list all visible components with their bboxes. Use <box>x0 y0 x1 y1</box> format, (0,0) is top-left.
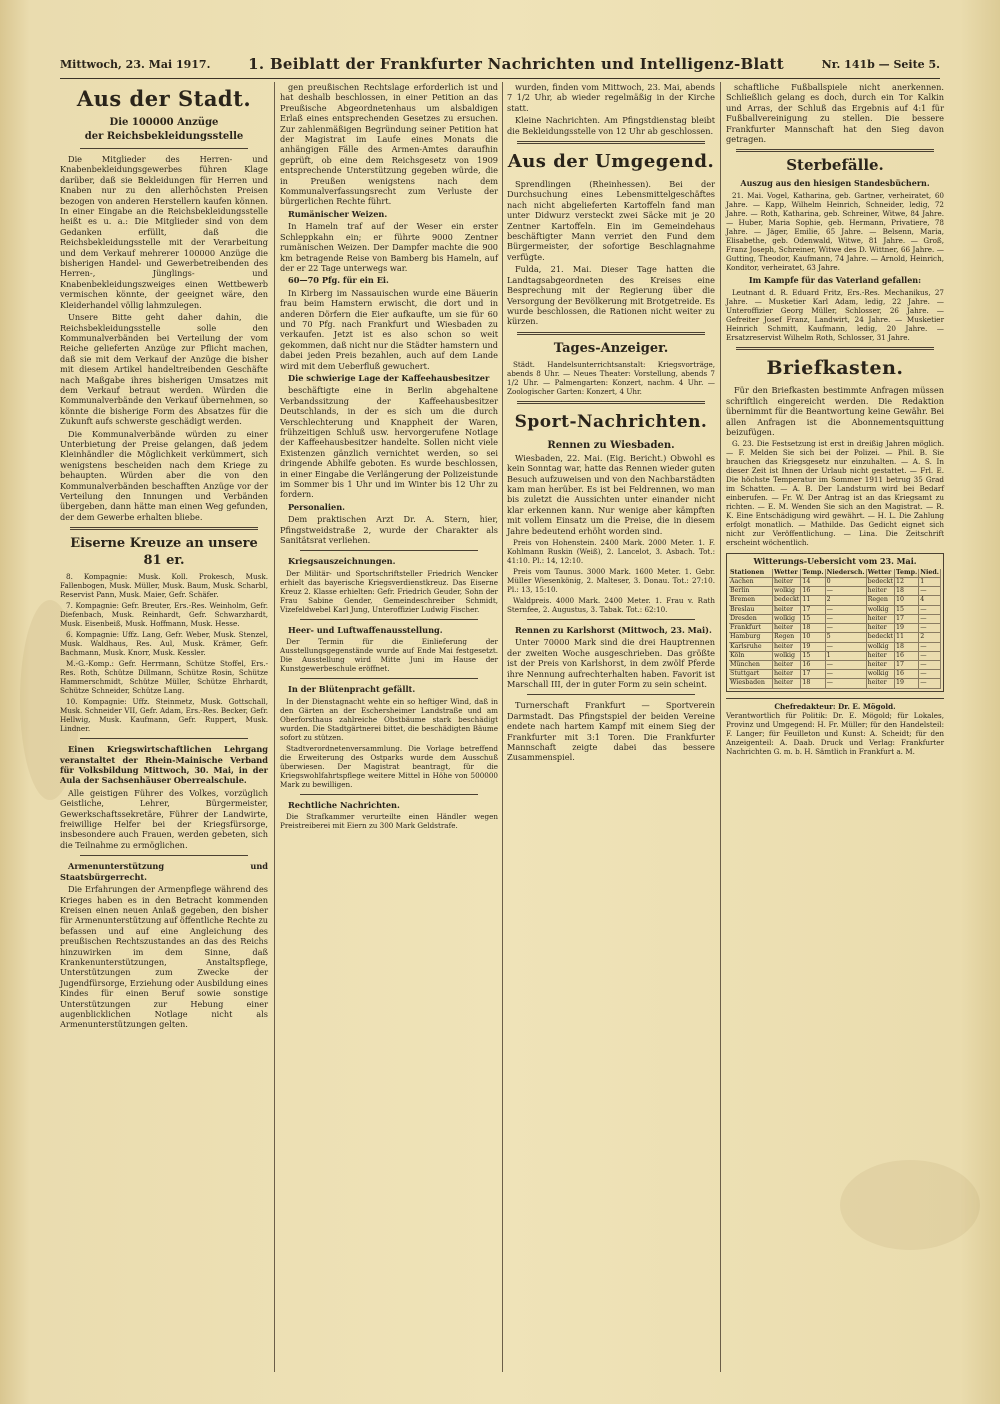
weather-cell: heiter <box>773 606 801 615</box>
weather-cell: 12 <box>895 578 919 587</box>
weather-cell: — <box>919 624 941 633</box>
weather-grid <box>729 569 941 689</box>
article-paragraph: Turnerschaft Frankfurt — Sportverein Darmstadt. Das Pfingstspiel der beiden Vereine endete nach hartem Kampf mit einem Sieg der Frankfurter mit 3:1 Toren. Die Frankfurter Mannschaft zeigte dabei das bessere Zusammenspiel. <box>507 700 715 763</box>
divider <box>527 694 695 695</box>
masthead-issue: Nr. 141b — Seite 5. <box>821 57 940 71</box>
weather-cell: 1 <box>919 578 941 587</box>
weather-cell: 19 <box>895 624 919 633</box>
article-paragraph: Stadtverordnetenversammlung. Die Vorlage betreffend die Erweiterung des Ostparks wurde dem Ausschuß überwiesen. Der Magistrat beantragt, für die Kriegswohlfahrtspflege weitere Mittel in Höhe von 500000 Mark zu bewilligen. <box>280 743 498 789</box>
weather-cell: wolkig <box>773 615 801 624</box>
weather-cell: 4 <box>919 596 941 605</box>
weather-cell: Berlin <box>729 587 773 596</box>
weather-cell: wolkig <box>867 643 895 652</box>
weather-cell: — <box>826 643 867 652</box>
weather-cell: 0 <box>826 578 867 587</box>
article-lead: 60—70 Pfg. für ein Ei. <box>288 275 389 286</box>
award-list: 10. Kompagnie: Uffz. Steinmetz, Musk. Gottschall, Musk. Schneider VII, Gefr. Adam, Ers.-Res. Becker, Gefr. Hellwig, Musk. Kaufmann, Gefr. Ruppert, Musk. Lindner. <box>60 697 268 734</box>
weather-cell: 5 <box>826 633 867 642</box>
section-heading-events: Tages-Anzeiger. <box>553 340 669 356</box>
weather-cell: Wiesbaden <box>729 679 773 688</box>
weather-cell: 11 <box>801 596 825 605</box>
weather-header-cell: Nied. <box>919 569 941 578</box>
fallen-subtitle: Im Kampfe für das Vaterland gefallen: <box>748 275 922 286</box>
column-4 <box>726 82 944 1382</box>
divider <box>517 332 705 335</box>
weather-cell: heiter <box>867 624 895 633</box>
article-lead: Armenunterstützung und Staatsbürgerrecht. <box>60 861 268 882</box>
weather-cell: 17 <box>895 615 919 624</box>
article-paragraph: Alle geistigen Führer des Volkes, vorzüglich Geistliche, Lehrer, Bürgermeister, Gewerkschaftssekretäre, Führer der Landwirte, freiwillige Helfer bei der Kriegsfürsorge, insbesondere auch Frauen, werden gebeten, sich die Teilnahme zu ermöglichen. <box>60 787 268 850</box>
column-divider <box>720 82 721 1372</box>
weather-header-cell: Wetter <box>867 569 895 578</box>
award-list: 6. Kompagnie: Uffz. Lang, Gefr. Weber, Musk. Stenzel, Musk. Waldhaus, Res. Aul, Musk. Krämer, Gefr. Bachmann, Musk. Knorr, Musk. Kessler. <box>60 630 268 658</box>
article-lead: Rechtliche Nachrichten. <box>288 799 400 810</box>
imprint <box>726 698 944 756</box>
weather-cell: 18 <box>801 624 825 633</box>
weather-cell: — <box>826 587 867 596</box>
weather-cell: 19 <box>801 643 825 652</box>
weather-cell: Breslau <box>729 606 773 615</box>
article-paragraph: Wiesbaden, 22. Mai. (Eig. Bericht.) Obwohl es kein Sonntag war, hatte das Rennen wieder guten Besuch aufzuweisen und von den Nachbarstädten kam man herüber. Es ist bei Feldrennen, wo man bis zuletzt die Aussichten unter einander nicht klar erkennen kann. Nur wenige aber kämpften mit vollem Einsatz um die Preise, die in diesem Jahre bedeutend erhöht worden sind. <box>507 452 715 536</box>
article-paragraph: beschäftigte eine in Berlin abgehaltene Verbandssitzung der Kaffeehausbesitzer Deutschlands, in der es sich um die durch Verschlechterung und Knappheit der Waren, frühzeitigen Schluß usw. hervorgerufene Notlage der Kaffeehausbesitzer handelte. Sollen nicht viele Existenzen gänzlich vernichtet werden, so sei dringende Abhilfe geboten. Es wurde beschlossen, in einer Eingabe die Verlängerung der Polizeistunde im Sommer bis 1 Uhr und im Winter bis 12 Uhr zu fordern. <box>280 385 498 500</box>
section-heading-region: Aus der Umgegend. <box>507 151 715 173</box>
weather-cell: 18 <box>895 587 919 596</box>
weather-cell: Stuttgart <box>729 670 773 679</box>
weather-cell: 15 <box>801 615 825 624</box>
article-paragraph: gen preußischen Rechtslage erforderlich ist und hat deshalb beschlossen, in einer Petition an das Preußische Abgeordnetenhaus um alsbaldigen Erlaß eines entsprechenden Gesetzes zu ersuchen. Zur zahlenmäßigen Begründung seiner Petition hat der Magistrat im Laufe eines Monats die anhängigen Fälle des Armen-Amtes daraufhin geprüft, ob eine dem Reichsgesetz von 1909 entsprechende Unterstützung gegeben würde, die in Preußen wenigstens nach dem Kommunalverfassungsrecht zum Verluste der bürgerlichen Rechte führt. <box>280 82 498 207</box>
weather-title: Witterungs-Uebersicht vom 23. Mai. <box>753 556 917 567</box>
weather-cell: wolkig <box>773 587 801 596</box>
deaths-subtitle: Auszug aus den hiesigen Standesbüchern. <box>740 178 930 189</box>
column-divider <box>274 82 275 1372</box>
article-paragraph: Der Militär- und Sportschriftsteller Friedrich Wencker erhielt das bayerische Kriegsverdienstkreuz. Das Eiserne Kreuz 2. Klasse erhielten: Gefr. Friedrich Geuder, Sohn der Frau Sabine Gender, Gemeindeschreiber Schmidt, Vizefeldwebel Karl Jung, Unteroffizier Ludwig Fischer. <box>280 568 498 614</box>
section-heading-deaths: Sterbefälle. <box>786 156 884 175</box>
weather-cell: 17 <box>801 606 825 615</box>
race-result: Waldpreis. 4000 Mark. 2400 Meter. 1. Frau v. Rath Sternfee, 2. Augustus, 3. Tabak. Tot.: 62:10. <box>507 595 715 614</box>
weather-cell: 17 <box>801 670 825 679</box>
weather-cell: heiter <box>867 661 895 670</box>
weather-header-cell: Temp. <box>801 569 825 578</box>
weather-cell: — <box>919 587 941 596</box>
divider <box>80 738 248 739</box>
award-list: 8. Kompagnie: Musk. Koll. Prokesch, Musk. Fallenbogen, Musk. Müller, Musk. Baum, Musk. Scharbl, Reservist Pann, Musk. Maier, Gefr. Schäfer. <box>60 572 268 600</box>
weather-table <box>726 553 944 691</box>
divider <box>300 794 478 795</box>
weather-cell: 16 <box>801 661 825 670</box>
article-title: Rennen zu Wiesbaden. <box>547 439 675 451</box>
deaths-list: 21. Mai. Vogel, Katharina, geb. Gartner, verheiratet, 60 Jahre. — Kapp, Wilhelm Heinrich, Schneider, ledig, 72 Jahre. — Roth, Katharina, geb. Schreiner, Witwe, 84 Jahre. — Huber, Maria Sophie, geb. Hermann, Privatiere, 78 Jahre. — Jäger, Emilie, 65 Jahre. — Belsenn, Maria, Elisabethe, geb. Odenwald, Witwe, 81 Jahre. — Groß, Franz Joseph, Schreiner, Witwe des D. Wittner, 66 Jahre. — Gutting, Theodor, Kaufmann, 74 Jahre. — Arnold, Heinrich, Konditor, verheiratet, 63 Jahre. <box>726 191 944 273</box>
article-paragraph: Unter 70000 Mark sind die drei Hauptrennen der zweiten Woche ausgeschrieben. Das größte ist der Preis von Karlshorst, in dem zwölf Pferde ihre Nennung aufrechterhalten haben. Favorit ist Marschall III, der in guter Form zu sein scheint. <box>507 637 715 689</box>
divider <box>527 619 695 620</box>
article-lead: Rumänischer Weizen. <box>288 208 388 219</box>
imprint-title: Chefredakteur: Dr. E. Mögold. <box>774 701 896 711</box>
race-result: Preis von Hohenstein. 2400 Mark. 2000 Meter. 1. F. Kohlmann Ruskin (Weiß), 2. Lancelot, 3. Asbach. Tot.: 41:10. Pl.: 14, 12:10. <box>507 537 715 565</box>
weather-cell: Karlsruhe <box>729 643 773 652</box>
weather-cell: 15 <box>895 606 919 615</box>
weather-cell: Regen <box>867 596 895 605</box>
weather-cell: Frankfurt <box>729 624 773 633</box>
section-heading-sport: Sport-Nachrichten. <box>514 411 708 432</box>
weather-cell: bedeckt <box>773 596 801 605</box>
weather-cell: 15 <box>801 652 825 661</box>
weather-cell: 10 <box>895 596 919 605</box>
section-heading-local: Aus der Stadt. <box>76 86 252 111</box>
column-3 <box>507 82 715 1382</box>
article-title: Eiserne Kreuze an unsere 81 er. <box>70 536 258 569</box>
article-paragraph: Kleine Nachrichten. Am Pfingstdienstag bleibt die Bekleidungsstelle von 12 Uhr ab geschlossen. <box>507 115 715 136</box>
weather-cell: heiter <box>867 587 895 596</box>
weather-cell: heiter <box>773 643 801 652</box>
fallen-list: Leutnant d. R. Eduard Fritz, Ers.-Res. Mechanikus, 27 Jahre. — Musketier Karl Adam, ledig, 22 Jahre. — Unteroffizier Georg Müller, Schlosser, 26 Jahre. — Gefreiter Josef Franz, Landwirt, 24 Jahre. — Musketier Heinrich Schmitt, Kaufmann, ledig, 20 Jahre. — Ersatzreservist Wilhelm Roth, Schlosser, 31 Jahre. <box>726 288 944 343</box>
article-paragraph: Sprendlingen (Rheinhessen). Bei der Durchsuchung eines Lebensmittelgeschäftes nach nicht abgelieferten Kartoffeln fand man unter Didwurz versteckt zwei Säcke mit je 20 Zentner Kartoffeln. Ein im Gemeindehaus beschäftigter Mann verriet den Fund dem Bürgermeister, der sofortige Beschlagnahme verfügte. <box>507 179 715 262</box>
weather-header-cell: Wetter <box>773 569 801 578</box>
article-lead: Einen Kriegswirtschaftlichen Lehrgang veranstaltet der Rhein-Mainische Verband für Volksbildung Mittwoch, 30. Mai, in der Aula der Sachsenhäuser Oberrealschule. <box>60 744 268 786</box>
article-lead: In der Blütenpracht gefällt. <box>288 684 416 695</box>
weather-cell: — <box>826 661 867 670</box>
article-paragraph: In der Dienstagnacht wehte ein so heftiger Wind, daß in den Gärten an der Eschersheimer Landstraße und am Oberforsthaus zahlreiche Obstbäume stark beschädigt wurden. Die Stadtgärtnerei bittet, die beschädigten Bäume sofort zu stützen. <box>280 696 498 742</box>
weather-cell: — <box>919 643 941 652</box>
weather-cell: wolkig <box>867 670 895 679</box>
masthead-title: 1. Beiblatt der Frankfurter Nachrichten und Intelligenz-Blatt <box>248 55 784 73</box>
weather-cell: — <box>826 679 867 688</box>
article-paragraph: Unsere Bitte geht daher dahin, die Reichsbekleidungsstelle solle den Kommunalverbänden bei Verteilung der vom Reiche gelieferten Anzüge zur Pflicht machen, daß sie mit dem Verkauf der Anzüge die bisher mit diesem Artikel handeltreibenden Geschäfte nach Maßgabe ihres bisherigen Umsatzes mit dem Verkauf betraut werden. Würden die Kommunalverbände den Verkauf übernehmen, so könnte die bisherige Form des Absatzes für die Zukunft aufs schwerste geschädigt werden. <box>60 312 268 427</box>
weather-cell: 18 <box>801 679 825 688</box>
article-lead: Heer- und Luftwaffenausstellung. <box>288 624 443 635</box>
article-paragraph: Städt. Handelsunterrichtsanstalt: Kriegsvorträge, abends 8 Uhr. — Neues Theater: Vorstellung, abends 7 1/2 Uhr. — Palmengarten: Konzert, nachm. 4 Uhr. — Zoologischer Garten: Konzert, 4 Uhr. <box>507 359 715 396</box>
weather-cell: — <box>826 606 867 615</box>
weather-cell: — <box>919 679 941 688</box>
article-paragraph: In Kirberg im Nassauischen wurde eine Bäuerin frau beim Hamstern erwischt, die dort und in anderen Dörfern die Eier aufkaufte, um sie für 60 und 70 Pfg. nach Frankfurt und Wiesbaden zu verkaufen. Jetzt ist es also schon so weit gekommen, daß nicht nur die Städter hamstern und dabei jeden Preis bezahlen, auch auf dem Lande wird mit dem Ueberfluß gewuchert. <box>280 287 498 371</box>
weather-cell: wolkig <box>773 652 801 661</box>
weather-cell: heiter <box>867 615 895 624</box>
weather-header-cell: Niedersch. <box>826 569 867 578</box>
weather-cell: heiter <box>773 578 801 587</box>
article-paragraph: Für den Briefkasten bestimmte Anfragen müssen schriftlich eingereicht werden. Die Redaktion übernimmt für die Beantwortung keine Gewähr. Bei allen Anfragen ist die Abonnementsquittung beizufügen. <box>726 385 944 438</box>
weather-cell: 10 <box>801 633 825 642</box>
weather-cell: heiter <box>867 679 895 688</box>
weather-header-cell: Temp. <box>895 569 919 578</box>
weather-cell: 16 <box>895 652 919 661</box>
weather-cell: Bremen <box>729 596 773 605</box>
divider <box>80 855 248 856</box>
article-paragraph: Die Erfahrungen der Armenpflege während des Krieges haben es in den Betracht kommenden Kreisen einen neuen Anlaß gegeben, den bisher für Armenunterstützung auf öffentliche Rechte zu befassen und auf eine Angleichung des preußischen Rechtszustandes an das des Reichs hinzuwirken im dem Sinne, daß Krankenunterstützungen, Anstaltspflege, Unterstützungen zum Zwecke der Jugendfürsorge, Erziehung oder Ausbildung eines Kindes für einen Beruf sowie sonstige Unterstützungen zur Hebung einer augenblicklichen Notlage nicht als Armenunterstützungen gelten. <box>60 884 268 1030</box>
article-paragraph: Die Mitglieder des Herren- und Knabenbekleidungsgewerbes führen Klage darüber, daß sie Bekleidungen für Herren und Knaben nur zu den allerhöchsten Preisen bezogen von anderen Herstellern kaufen können. In einer Eingabe an die Reichsbekleidungsstelle heißt es u. a.: Die Mitglieder sind von dem Gedanken erfüllt, daß die Reichsbekleidungsstelle mit der Verarbeitung und dem Verkauf mehrerer 100000 Anzüge die bisherigen Handel- und Gewerbetreibenden des Herren-, Jünglings- und Knabenbekleidungszweiges einen Wettbewerb vermischen könnte, der geeignet wäre, den Kleiderhandel völlig lahmzulegen. <box>60 154 268 310</box>
article-lead: Rennen zu Karlshorst (Mittwoch, 23. Mai). <box>515 624 712 635</box>
masthead-date: Mittwoch, 23. Mai 1917. <box>60 57 211 71</box>
section-heading-letters: Briefkasten. <box>766 357 904 380</box>
article-paragraph: wurden, finden vom Mittwoch, 23. Mai, abends 7 1/2 Uhr, ab wieder regelmäßig in der Kirche statt. <box>507 82 715 113</box>
divider <box>517 401 705 404</box>
weather-header-cell: Stationen <box>729 569 773 578</box>
weather-cell: 1 <box>826 652 867 661</box>
weather-cell: heiter <box>773 624 801 633</box>
article-lead: Personalien. <box>288 501 346 512</box>
award-list: 7. Kompagnie: Gefr. Breuter, Ers.-Res. Weinholm, Gefr. Diefenbach, Musk. Reinhardt, Gefr. Schwarzhardt, Musk. Eisenbeiß, Musk. Hoffmann, Musk. Hesse. <box>60 601 268 629</box>
column-divider <box>502 82 503 1372</box>
weather-cell: — <box>919 615 941 624</box>
divider <box>80 148 248 149</box>
article-lead: Kriegsauszeichnungen. <box>288 556 396 567</box>
article-paragraph: Fulda, 21. Mai. Dieser Tage hatten die Landtagsabgeordneten des Kreises eine Besprechung mit der Regierung über die Versorgung der Bevölkerung mit Brotgetreide. Es wurde beschlossen, die Rationen nicht weiter zu kürzen. <box>507 264 715 327</box>
article-paragraph: In Hameln traf auf der Weser ein erster Schleppkahn ein; er führte 9000 Zentner rumänischen Weizen. Der Dampfer machte die 900 km betragende Reise von Bamberg bis Hameln, auf der er 22 Tage unterwegs war. <box>280 221 498 273</box>
column-1 <box>60 82 268 1382</box>
weather-cell: 19 <box>895 679 919 688</box>
divider <box>70 527 258 530</box>
weather-cell: 18 <box>895 643 919 652</box>
divider <box>517 141 705 144</box>
article-title: Die 100000 Anzüge <box>109 117 219 128</box>
weather-cell: wolkig <box>867 606 895 615</box>
weather-cell: — <box>919 661 941 670</box>
weather-cell: heiter <box>867 652 895 661</box>
article-paragraph: Die Strafkammer verurteilte einen Händler wegen Preistreiberei mit Eiern zu 300 Mark Geldstrafe. <box>280 812 498 831</box>
article-subtitle: der Reichsbekleidungsstelle <box>84 131 244 142</box>
weather-cell: Köln <box>729 652 773 661</box>
divider <box>736 149 934 152</box>
divider <box>300 550 478 551</box>
column-2 <box>280 82 498 1382</box>
weather-cell: heiter <box>773 679 801 688</box>
weather-cell: 17 <box>895 661 919 670</box>
weather-cell: — <box>919 670 941 679</box>
masthead <box>60 54 940 79</box>
article-paragraph: Der Termin für die Einlieferung der Ausstellungsgegenstände wurde auf Ende Mai festgesetzt. Die Ausstellung wird Mitte Juni im Hause der Kunstgewerbeschule eröffnet. <box>280 637 498 674</box>
article-paragraph: Die Kommunalverbände würden zu einer Unterbietung der Preise gelangen, daß jedem Kleinhändler die Möglichkeit verkümmert, sich wenigstens bescheiden nach dem Kriege zu behaupten. Würden aber die von den Kommunalverbänden beschafften Anzüge vor der Verteilung den Innungen und Verbänden übergeben, dann hätte man einen Weg gefunden, der dem Gewerbe erhalten bliebe. <box>60 428 268 522</box>
weather-cell: 14 <box>801 578 825 587</box>
letters-answers: G. 23. Die Festsetzung ist erst in dreißig Jahren möglich. — F. Melden Sie sich bei der Polizei. — Phil. B. Sie brauchen das Kriegsgesetz nur einzuhalten. — A. S. In dieser Zeit ist Ihnen der Urlaub nicht gestattet. — Frl. E. Die höchste Temperatur im Sommer 1911 betrug 35 Grad im Schatten. — A. B. Der Landsturm wird bei Bedarf einberufen. — Fr. W. Der Antrag ist an das Kriegsamt zu richten. — E. M. Wenden Sie sich an den Magistrat. — R. K. Eine Entschädigung wird gewährt. — H. L. Die Zahlung erfolgt monatlich. — Mathilde. Das Gedicht eignet sich nicht zur Veröffentlichung. — Lina. Die Zeitschrift erscheint wöchentlich. <box>726 439 944 548</box>
weather-cell: 16 <box>895 670 919 679</box>
weather-cell: — <box>826 670 867 679</box>
weather-cell: heiter <box>773 670 801 679</box>
article-paragraph: Dem praktischen Arzt Dr. A. Stern, hier, Pfingstweidstraße 2, wurde der Charakter als Sanitätsrat verliehen. <box>280 514 498 546</box>
weather-cell: 2 <box>826 596 867 605</box>
divider <box>300 619 478 620</box>
weather-cell: bedeckt <box>867 578 895 587</box>
weather-cell: 2 <box>919 633 941 642</box>
weather-cell: Hamburg <box>729 633 773 642</box>
article-paragraph: schaftliche Fußballspiele nicht anerkennen. Schließlich gelang es doch, durch ein Tor Kalkin und Arras, der Schluß das Ergebnis auf 4:1 für Fußballvereinigung zu stellen. Die bessere Frankfurter Mannschaft hat den Sieg davon getragen. <box>726 82 944 145</box>
imprint-text: Verantwortlich für Politik: Dr. E. Mögold; für Lokales, Provinz und Umgegend: H. Fr. Müller; für den Handelsteil: F. Langer; für Feuilleton und Kunst: A. Scheidt; für den Anzeigenteil: A. Daab. Druck und Verlag: Frankfurter Nachrichten G. m. b. H. Sämtlich in Frankfurt a. M. <box>726 710 944 756</box>
weather-cell: — <box>919 606 941 615</box>
divider <box>300 678 478 679</box>
weather-cell: 16 <box>801 587 825 596</box>
weather-cell: bedeckt <box>867 633 895 642</box>
weather-cell: — <box>826 615 867 624</box>
divider <box>736 347 934 350</box>
race-result: Preis vom Taunus. 3000 Mark. 1600 Meter. 1. Gebr. Müller Wiesenkönig, 2. Malteser, 3. Donau. Tot.: 27:10. Pl.: 13, 15:10. <box>507 566 715 594</box>
award-list: M.-G.-Komp.: Gefr. Herrmann, Schütze Stoffel, Ers.-Res. Roth, Schütze Dillmann, Schütze Rosin, Schütze Hammerschmidt, Schütze Müller, Schütze Ehrhardt, Schütze Schneider, Schütze Lang. <box>60 659 268 696</box>
weather-cell: — <box>826 624 867 633</box>
weather-cell: 11 <box>895 633 919 642</box>
weather-cell: — <box>919 652 941 661</box>
weather-cell: Aachen <box>729 578 773 587</box>
weather-cell: München <box>729 661 773 670</box>
weather-cell: Dresden <box>729 615 773 624</box>
weather-cell: Regen <box>773 633 801 642</box>
article-lead: Die schwierige Lage der Kaffeehausbesitzer <box>288 372 490 383</box>
weather-cell: heiter <box>773 661 801 670</box>
